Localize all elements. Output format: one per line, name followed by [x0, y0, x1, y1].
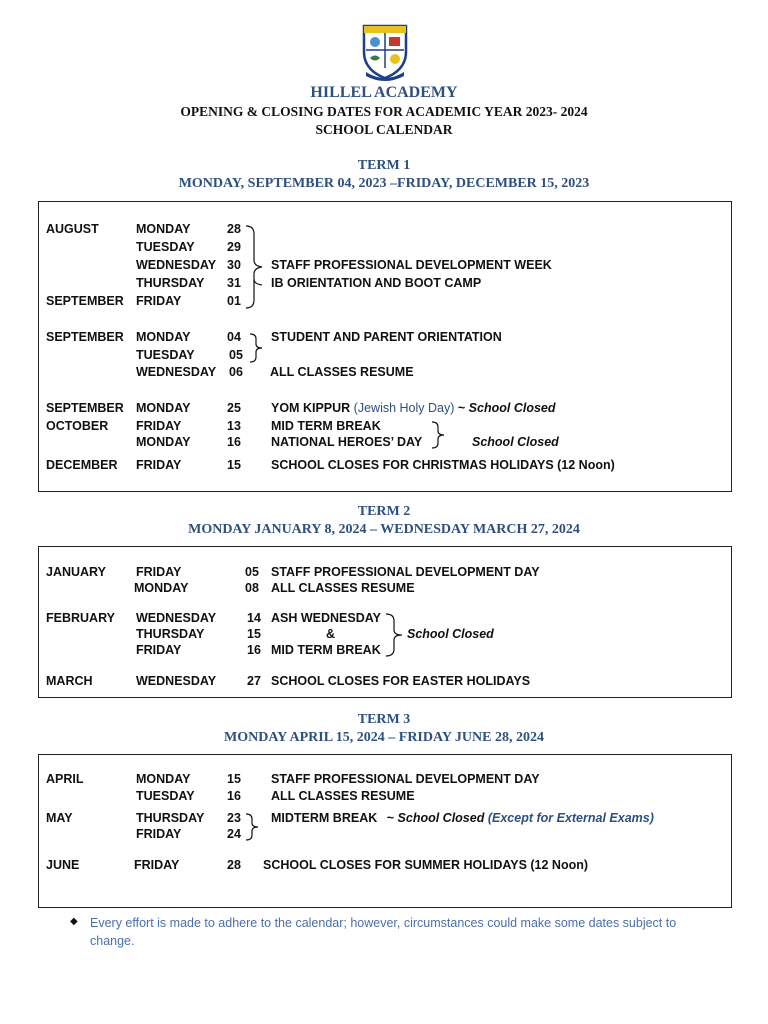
tilde: ~: [457, 401, 466, 415]
event: MID TERM BREAK: [271, 643, 381, 657]
month: JUNE: [46, 858, 80, 872]
school-closed-note: School Closed: [407, 627, 494, 641]
date: 29: [227, 240, 241, 254]
date: 16: [227, 789, 241, 803]
brace-icon: [248, 332, 264, 364]
date: 06: [229, 365, 243, 379]
term2-range: MONDAY JANUARY 8, 2024 – WEDNESDAY MARCH 27, 2024: [188, 522, 580, 537]
weekday: MONDAY: [136, 772, 191, 786]
weekday: THURSDAY: [136, 276, 205, 290]
weekday: FRIDAY: [136, 565, 182, 579]
weekday: FRIDAY: [136, 294, 182, 308]
event-line: [271, 401, 556, 415]
event: ALL CLASSES RESUME: [271, 789, 415, 803]
weekday: FRIDAY: [136, 458, 182, 472]
brace-icon: [430, 420, 446, 450]
weekday: FRIDAY: [136, 419, 182, 433]
date: 31: [227, 276, 241, 290]
date: 28: [227, 222, 241, 236]
weekday: MONDAY: [136, 435, 191, 449]
ampersand: &: [326, 627, 336, 641]
event: STAFF PROFESSIONAL DEVELOPMENT WEEK: [271, 258, 552, 272]
weekday: WEDNESDAY: [136, 674, 217, 688]
term3-range: MONDAY APRIL 15, 2024 – FRIDAY JUNE 28, 2024: [224, 730, 544, 745]
diamond-bullet-icon: ◆: [70, 916, 78, 927]
event: IB ORIENTATION AND BOOT CAMP: [271, 276, 482, 290]
event-note: (Jewish Holy Day): [353, 401, 455, 415]
date: 01: [227, 294, 241, 308]
weekday: MONDAY: [136, 222, 191, 236]
event-line: [271, 811, 654, 825]
month: JANUARY: [46, 565, 106, 579]
date: 13: [227, 419, 241, 433]
weekday: MONDAY: [136, 401, 191, 415]
date: 04: [227, 330, 241, 344]
date: 05: [229, 348, 243, 362]
date: 14: [247, 611, 261, 625]
month: APRIL: [46, 772, 84, 786]
event: SCHOOL CLOSES FOR EASTER HOLIDAYS: [271, 674, 531, 688]
weekday: THURSDAY: [136, 627, 205, 641]
event: MIDTERM BREAK: [271, 811, 378, 825]
term1-range: MONDAY, SEPTEMBER 04, 2023 –FRIDAY, DECEMBER 15, 2023: [178, 176, 590, 191]
month: MARCH: [46, 674, 93, 688]
weekday: WEDNESDAY: [136, 365, 217, 379]
date: 25: [227, 401, 241, 415]
date: 23: [227, 811, 241, 825]
date: 16: [247, 643, 261, 657]
event: STAFF PROFESSIONAL DEVELOPMENT DAY: [271, 565, 540, 579]
tilde: ~: [386, 811, 395, 825]
weekday: WEDNESDAY: [136, 258, 217, 272]
weekday: TUESDAY: [136, 789, 195, 803]
weekday: MONDAY: [136, 330, 191, 344]
term2-title: TERM 2: [357, 504, 411, 519]
event: STAFF PROFESSIONAL DEVELOPMENT DAY: [271, 772, 540, 786]
month: AUGUST: [46, 222, 99, 236]
disclaimer-text: Every effort is made to adhere to the calendar; however, circumstances could make some dates subject to change.: [90, 916, 677, 948]
school-closed-note: School Closed: [472, 435, 559, 449]
date: 24: [227, 827, 241, 841]
event: ALL CLASSES RESUME: [270, 365, 414, 379]
calendar-subtitle-2: SCHOOL CALENDAR: [315, 122, 453, 137]
month: DECEMBER: [46, 458, 118, 472]
brace-icon: [244, 812, 260, 842]
weekday: WEDNESDAY: [136, 611, 217, 625]
date: 15: [227, 772, 241, 786]
school-closed-note: School Closed: [468, 401, 556, 415]
date: 08: [245, 581, 259, 595]
event: SCHOOL CLOSES FOR SUMMER HOLIDAYS (12 Noon): [263, 858, 589, 872]
date: 28: [227, 858, 241, 872]
date: 16: [227, 435, 241, 449]
date: 15: [247, 627, 261, 641]
brace-icon: [244, 224, 270, 310]
month: SEPTEMBER: [46, 294, 124, 308]
weekday: MONDAY: [134, 581, 189, 595]
event-note: (Except for External Exams): [487, 811, 654, 825]
weekday: FRIDAY: [136, 827, 182, 841]
date: 15: [227, 458, 241, 472]
weekday: THURSDAY: [136, 811, 205, 825]
month: MAY: [46, 811, 73, 825]
event: ASH WEDNESDAY: [271, 611, 381, 625]
calendar-subtitle: OPENING & CLOSING DATES FOR ACADEMIC YEAR 2023- 2024: [180, 104, 588, 119]
school-closed-note: School Closed: [397, 811, 485, 825]
date: 27: [247, 674, 261, 688]
school-name: HILLEL ACADEMY: [310, 84, 458, 101]
event: NATIONAL HEROES’ DAY: [271, 435, 423, 449]
weekday: TUESDAY: [136, 240, 195, 254]
event: SCHOOL CLOSES FOR CHRISTMAS HOLIDAYS (12 Noon): [271, 458, 615, 472]
month: SEPTEMBER: [46, 330, 124, 344]
month: SEPTEMBER: [46, 401, 124, 415]
weekday: FRIDAY: [136, 643, 182, 657]
school-crest-logo: [360, 22, 410, 82]
term1-title: TERM 1: [357, 158, 411, 173]
date: 05: [245, 565, 259, 579]
event: MID TERM BREAK: [271, 419, 381, 433]
event: ALL CLASSES RESUME: [271, 581, 415, 595]
weekday: FRIDAY: [134, 858, 180, 872]
brace-icon: [384, 612, 404, 658]
date: 30: [227, 258, 241, 272]
event: STUDENT AND PARENT ORIENTATION: [271, 330, 502, 344]
month: FEBRUARY: [46, 611, 115, 625]
event: YOM KIPPUR: [271, 401, 351, 415]
month: OCTOBER: [46, 419, 109, 433]
weekday: TUESDAY: [136, 348, 195, 362]
term3-title: TERM 3: [357, 712, 411, 727]
